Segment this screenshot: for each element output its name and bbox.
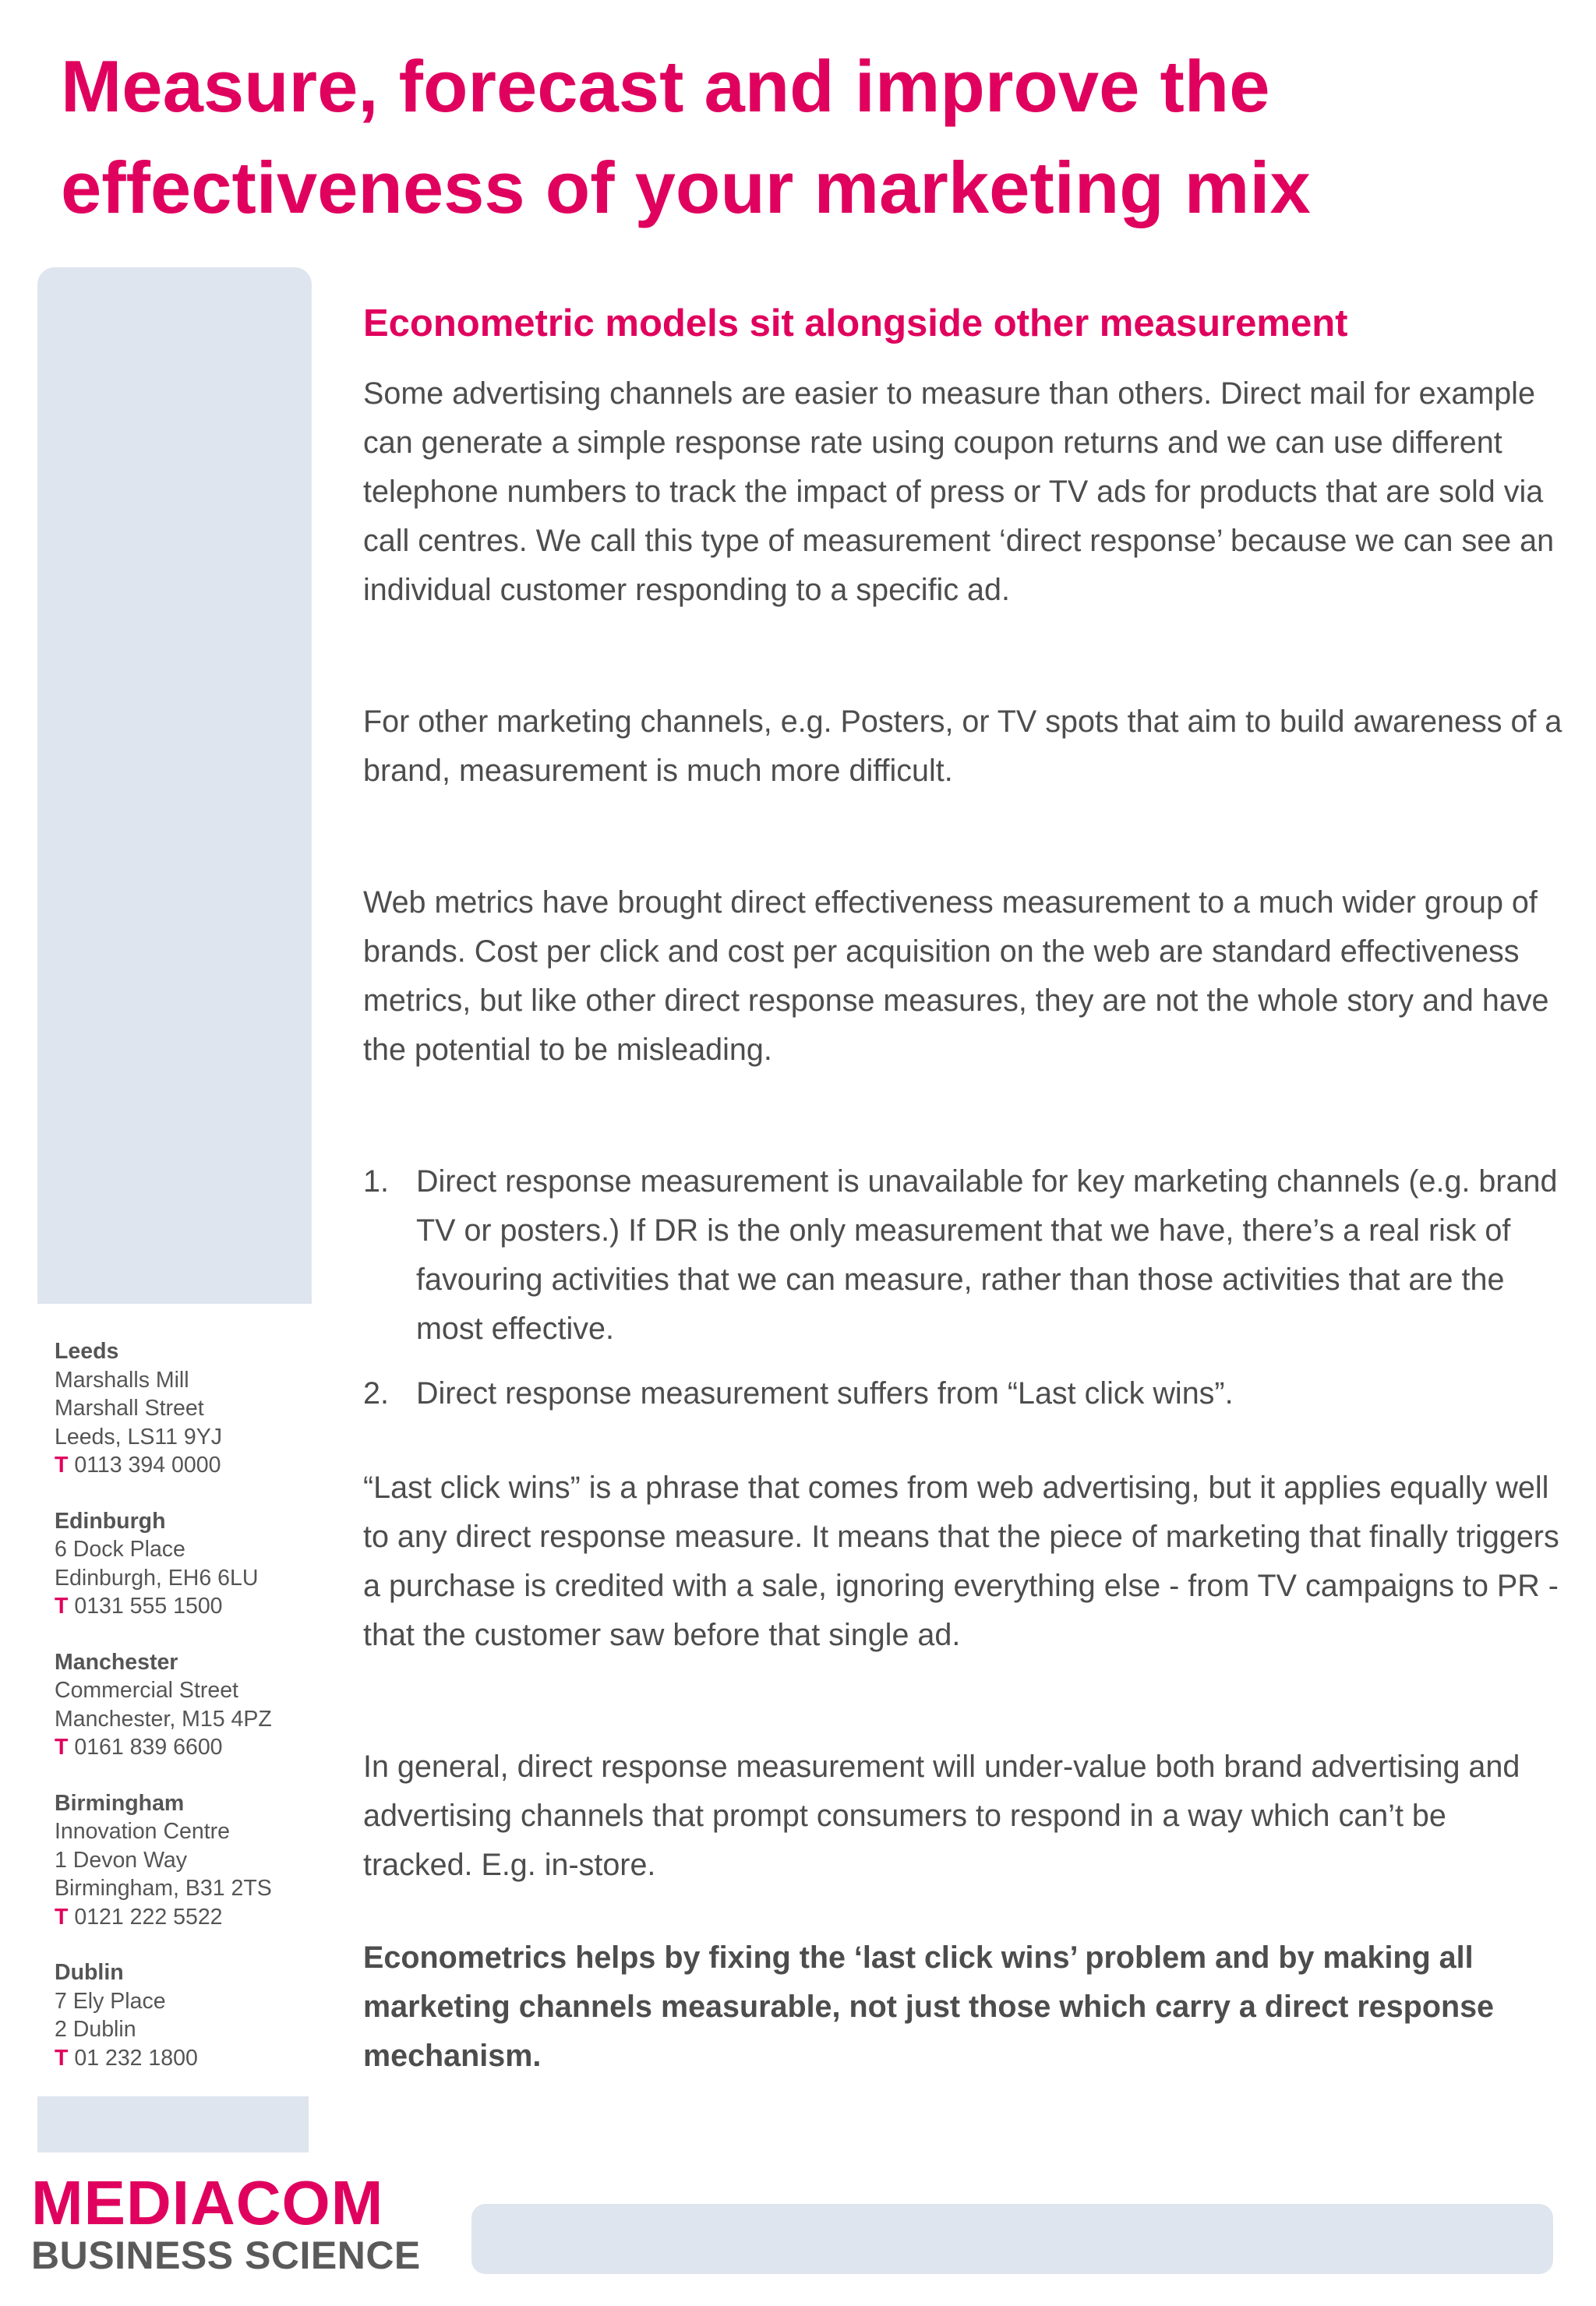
telephone-prefix: T (55, 1594, 69, 1619)
paragraph-other-channels: For other marketing channels, e.g. Posters, or TV spots that aim to build awareness of a brand, measurement is much more difficult. (363, 705, 1562, 788)
paragraph-direct-response: Some advertising channels are easier to measure than others. Direct mail for example can generate a simple response rate using coupon returns and we can use different telephone numbers to track the impact of press or TV ads for products that are sold via call centres. We call this type of measurement ‘direct response’ because we can see an individual customer responding to a specific ad. (363, 376, 1555, 607)
telephone-number: 0121 222 5522 (74, 1904, 223, 1930)
office-telephone (55, 1733, 312, 1762)
logo-wordmark: MEDIACOM (31, 2168, 384, 2237)
paragraph-last-click-wins: “Last click wins” is a phrase that comes from web advertising, but it applies equally well to any direct response measure. It means that the piece of marketing that finally triggers a purchase is credited with a sale, ignoring everything else - from TV campaigns to PR - that the customer saw before that single ad. (363, 1471, 1559, 1652)
numbered-list (363, 1157, 1563, 1418)
list-number: 2. (363, 1376, 389, 1411)
office-address-line: 6 Dock Place (55, 1537, 185, 1562)
office-dublin (55, 1958, 312, 2072)
office-name: Manchester (55, 1649, 178, 1675)
office-address-line: Marshall Street (55, 1396, 204, 1421)
telephone-number: 0131 555 1500 (74, 1594, 223, 1619)
office-name: Dublin (55, 1960, 124, 1985)
list-item (363, 1157, 1563, 1354)
paragraph-under-value: In general, direct response measurement will under-value both brand advertising and advertising channels that prompt consumers to respond in a way which can’t be tracked. E.g. in-store. (363, 1750, 1520, 1882)
office-address-line: 1 Devon Way (55, 1847, 188, 1873)
telephone-prefix: T (55, 1735, 69, 1760)
mediacom-logo (31, 2168, 452, 2279)
office-name: Leeds (55, 1339, 119, 1364)
office-telephone (55, 1903, 312, 1932)
list-item-text: Direct response measurement suffers from “Last click wins”. (416, 1376, 1234, 1411)
office-address-line: Edinburgh, EH6 6LU (55, 1565, 259, 1591)
office-birmingham (55, 1789, 312, 1932)
telephone-number: 01 232 1800 (74, 2045, 198, 2071)
office-address-line: 7 Ely Place (55, 1988, 166, 2014)
logo-subtitle: BUSINESS SCIENCE (31, 2234, 421, 2277)
office-manchester (55, 1648, 312, 1762)
office-address-line: Leeds, LS11 9YJ (55, 1424, 222, 1450)
office-address-line: Birmingham, B31 2TS (55, 1876, 272, 1901)
list-number: 1. (363, 1164, 389, 1199)
sidebar-bottom-bar (37, 2096, 309, 2152)
telephone-prefix: T (55, 2045, 69, 2071)
office-address-line: Innovation Centre (55, 1819, 230, 1844)
office-address-line: 2 Dublin (55, 2017, 136, 2042)
office-telephone (55, 1592, 312, 1621)
telephone-prefix: T (55, 1904, 69, 1930)
office-telephone (55, 1451, 312, 1480)
section-heading: Econometric models sit alongside other measurement (363, 302, 1348, 344)
paragraph-web-metrics: Web metrics have brought direct effectiveness measurement to a much wider group of brands. Cost per click and cost per acquisition on the web are standard effectiveness metrics, but like other direct response measures, they are not the whole story and have the potential to be misleading. (363, 885, 1549, 1067)
office-name: Edinburgh (55, 1508, 166, 1534)
footer-bar (471, 2204, 1553, 2274)
office-name: Birmingham (55, 1790, 185, 1816)
list-item-text: Direct response measurement is unavailable for key marketing channels (e.g. brand TV or posters.) If DR is the only measurement that we have, there’s a real risk of favouring activities that we can measure, rather than those activities that are the most effective. (416, 1164, 1558, 1346)
office-address-line: Commercial Street (55, 1678, 238, 1703)
paragraph-conclusion: Econometrics helps by fixing the ‘last click wins’ problem and by making all marketing channels measurable, not just those which carry a direct response mechanism. (363, 1941, 1495, 2073)
list-item (363, 1369, 1563, 1418)
office-addresses (55, 1337, 312, 2099)
telephone-number: 0113 394 0000 (74, 1453, 221, 1478)
office-address-line: Manchester, M15 4PZ (55, 1706, 272, 1732)
office-address-line: Marshalls Mill (55, 1367, 189, 1393)
page-title: Measure, forecast and improve the effectiveness of your marketing mix (61, 45, 1311, 228)
telephone-number: 0161 839 6600 (74, 1735, 223, 1760)
office-edinburgh (55, 1507, 312, 1621)
telephone-prefix: T (55, 1453, 69, 1478)
main-content (363, 295, 1563, 2081)
office-telephone (55, 2044, 312, 2073)
office-leeds (55, 1337, 312, 1480)
sidebar-panel (37, 267, 312, 1304)
